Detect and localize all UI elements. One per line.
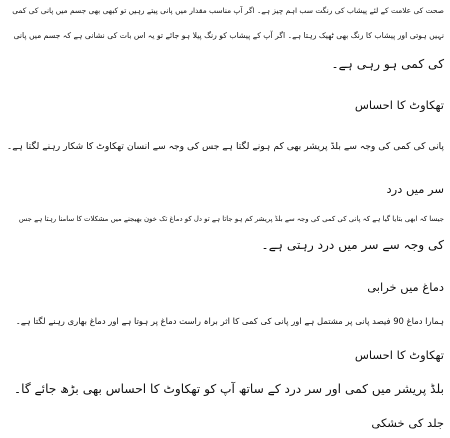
paragraph-headache-line-1: جیسا کہ ابھی بتایا گیا ہے کہ پانی کی کمی کی وجہ سے بلڈ پریشر کم ہو جاتا ہے تو دل کو دماغ تک خون بھیجنے میں مشکلات کا سامنا رہتا ہے جس: [18, 215, 444, 223]
paragraph-urine-line-2: نہیں ہوتی اور پیشاب کا رنگ بھی ٹھیک رہتا ہے۔ اگر آپ کے پیشاب کو رنگ پیلا ہو جائے تو یہ اس بات کی نشانی ہے کہ جسم میں پانی: [13, 31, 444, 40]
paragraph-urine-line-1: صحت کی علامت کے لئے پیشاب کی رنگت سب اہم چیز ہے۔ اگر آپ مناسب مقدار میں پانی پیتے رہیں تو کبھی بھی جسم میں پانی کی کمی: [12, 6, 444, 15]
paragraph-brain-line-1: ہمارا دماغ 90 فیصد پانی پر مشتمل ہے اور پانی کی کمی کا اثر براہ راست دماغ پر ہوتا ہے اور دماغ بھاری رہنے لگتا ہے۔: [15, 316, 444, 326]
paragraph-fatigue-2-line-1: بلڈ پریشر میں کمی اور سر درد کے ساتھ آپ کو تھکاوٹ کا احساس بھی بڑھ جائے گا۔: [14, 382, 444, 396]
paragraph-headache-line-2: کی وجہ سے سر میں درد رہتی ہے۔: [261, 238, 444, 252]
heading-fatigue-2: تھکاوٹ کا احساس: [354, 348, 444, 362]
heading-dry-skin: جلد کی خشکی: [371, 416, 444, 430]
heading-brain: دماغ میں خرابی: [367, 280, 444, 294]
heading-fatigue: تھکاوٹ کا احساس: [354, 98, 444, 112]
paragraph-urine-line-3: کی کمی ہو رہی ہے۔: [331, 57, 444, 71]
paragraph-fatigue-line-1: پانی کی کمی کی وجہ سے بلڈ پریشر بھی کم ہونے لگتا ہے جس کی وجہ سے انسان تھکاوٹ کا شکار رہنے لگتا ہے۔: [6, 141, 444, 152]
heading-headache: سر میں درد: [386, 182, 444, 196]
